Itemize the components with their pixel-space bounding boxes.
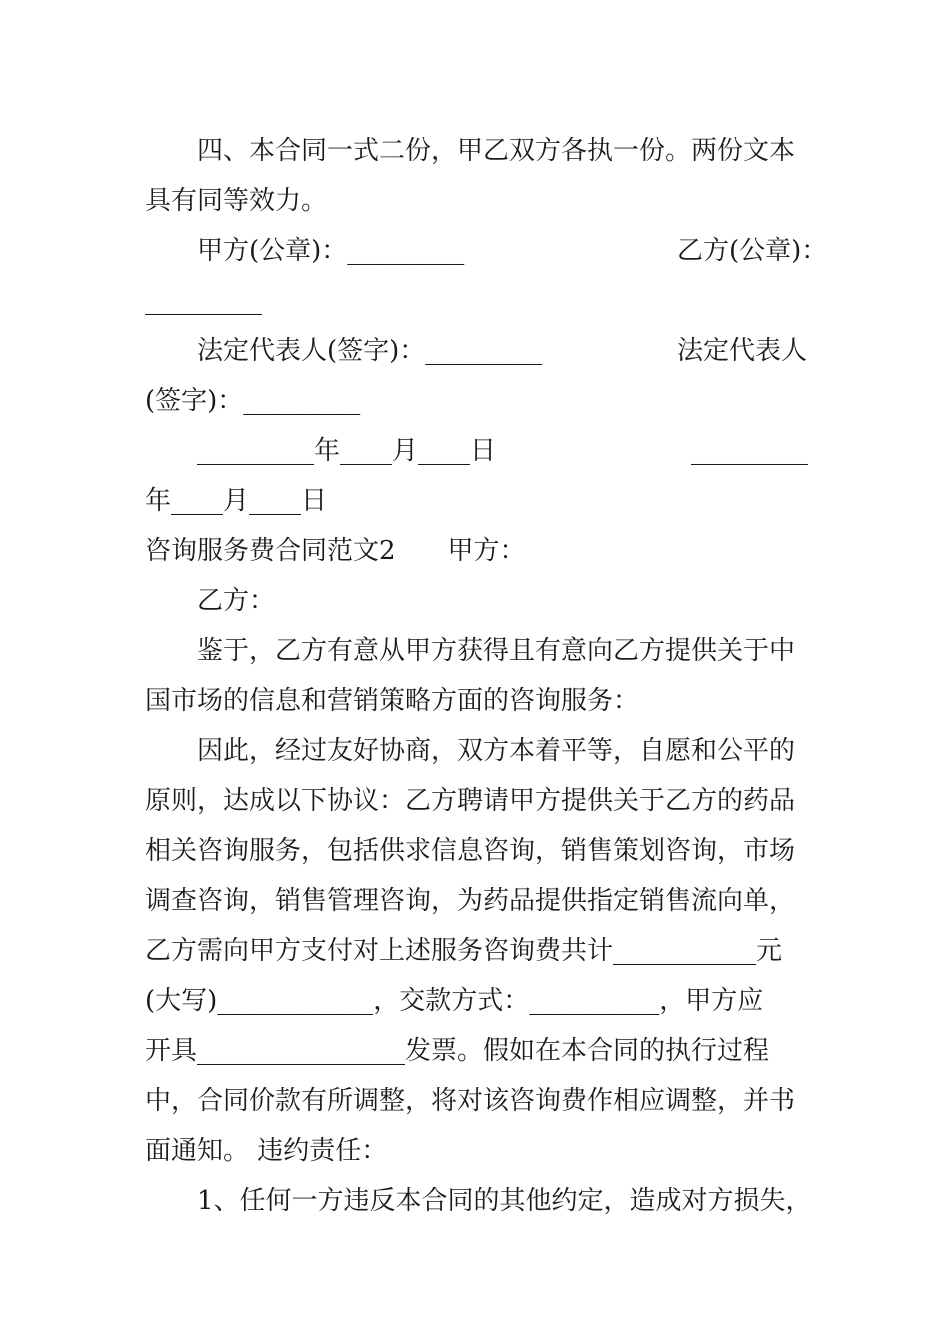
text-line: 年____月____日 bbox=[145, 486, 328, 516]
text-line: 原则，达成以下协议：乙方聘请甲方提供关于乙方的药品 bbox=[145, 786, 796, 816]
text-line: 调查咨询，销售管理咨询，为药品提供指定销售流向单， bbox=[145, 886, 796, 916]
text-line: 四、本合同一式二份，甲乙双方各执一份。两份文本 bbox=[197, 136, 796, 166]
section-title: 咨询服务费合同范文2 甲方： bbox=[145, 536, 526, 566]
text-line: 法定代表人 bbox=[677, 336, 808, 366]
text-line: 乙方： bbox=[197, 586, 276, 616]
text-line: 相关咨询服务，包括供求信息咨询，销售策划咨询，市场 bbox=[145, 836, 796, 866]
text-line: 面通知。 违约责任： bbox=[145, 1136, 388, 1166]
text-line: 1、任何一方违反本合同的其他约定，造成对方损失， bbox=[197, 1186, 812, 1216]
text-line: 鉴于，乙方有意从甲方获得且有意向乙方提供关于中 bbox=[197, 636, 796, 666]
text-line: _________ bbox=[145, 286, 262, 316]
text-line: 开具________________发票。假如在本合同的执行过程 bbox=[145, 1036, 770, 1066]
text-line: 法定代表人(签字)：_________ bbox=[197, 336, 543, 366]
text-line: _________ bbox=[691, 436, 808, 466]
text-line: (签字)：_________ bbox=[145, 386, 361, 416]
text-line: 乙方(公章)： bbox=[677, 236, 828, 266]
text-line: (大写)____________，交款方式：__________，甲方应 bbox=[145, 986, 764, 1016]
text-line: 具有同等效力。 bbox=[145, 186, 328, 216]
text-line: 国市场的信息和营销策略方面的咨询服务： bbox=[145, 686, 640, 716]
text-line: _________年____月____日 bbox=[197, 436, 497, 466]
text-line: 甲方(公章)：_________ bbox=[197, 236, 465, 266]
text-line: 中，合同价款有所调整，将对该咨询费作相应调整，并书 bbox=[145, 1086, 796, 1116]
text-line: 因此，经过友好协商，双方本着平等，自愿和公平的 bbox=[197, 736, 796, 766]
text-line: 乙方需向甲方支付对上述服务咨询费共计___________元 bbox=[145, 936, 783, 966]
